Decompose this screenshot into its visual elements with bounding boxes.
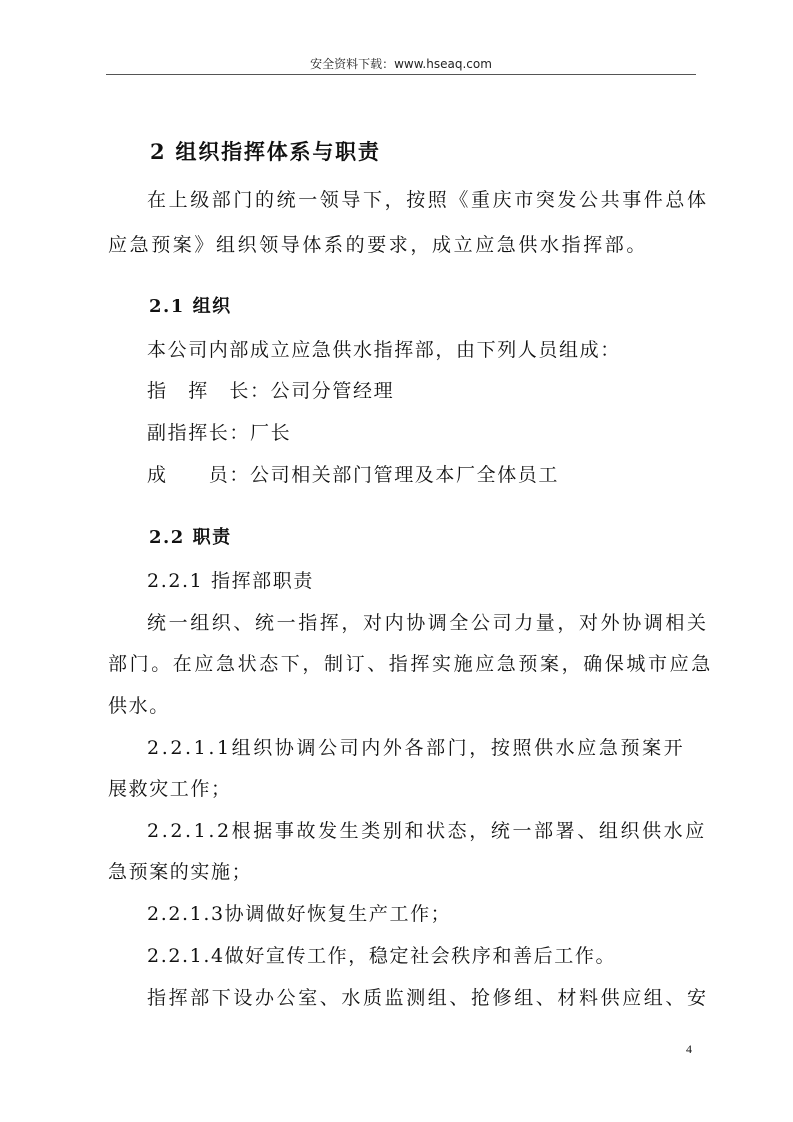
duties-summary-3: 供水。 (108, 695, 170, 717)
duty-item-3: 2.2.1.3协调做好恢复生产工作； (147, 903, 452, 925)
duties-subheading: 2.2.1 指挥部职责 (147, 570, 314, 592)
member-commander: 指 挥 长：公司分管经理 (147, 380, 395, 402)
duties-heading: 2.2 职责 (149, 527, 232, 548)
duty-item-4: 2.2.1.4做好宣传工作，稳定社会秩序和善后工作。 (147, 945, 617, 967)
header-divider (106, 74, 696, 75)
duties-summary-2: 部门。在应急状态下，制订、指挥实施应急预案，确保城市应急 (108, 653, 713, 675)
org-intro: 本公司内部成立应急供水指挥部，由下列人员组成： (147, 339, 621, 361)
duties-summary-1: 统一组织、统一指挥，对内协调全公司力量，对外协调相关 (147, 612, 709, 634)
duty-item-1-cont: 展救灾工作； (108, 778, 232, 800)
intro-line-1: 在上级部门的统一领导下，按照《重庆市突发公共事件总体 (147, 189, 709, 211)
duty-item-2: 2.2.1.2根据事故发生类别和状态，统一部署、组织供水应 (147, 820, 707, 842)
page-header: 安全资料下载：www.hseaq.com (310, 57, 492, 71)
duty-item-1: 2.2.1.1组织协调公司内外各部门，按照供水应急预案开 (147, 737, 686, 759)
section-title: 2 组织指挥体系与职责 (150, 139, 381, 164)
member-deputy: 副指挥长：厂长 (147, 422, 292, 444)
duty-item-2-cont: 急预案的实施； (108, 861, 253, 883)
member-staff: 成 员：公司相关部门管理及本厂全体员工 (147, 464, 560, 486)
page-number: 4 (686, 1042, 692, 1056)
org-heading: 2.1 组织 (149, 296, 232, 317)
intro-line-2: 应急预案》组织领导体系的要求，成立应急供水指挥部。 (108, 234, 649, 256)
duties-closing: 指挥部下设办公室、水质监测组、抢修组、材料供应组、安 (147, 987, 709, 1009)
